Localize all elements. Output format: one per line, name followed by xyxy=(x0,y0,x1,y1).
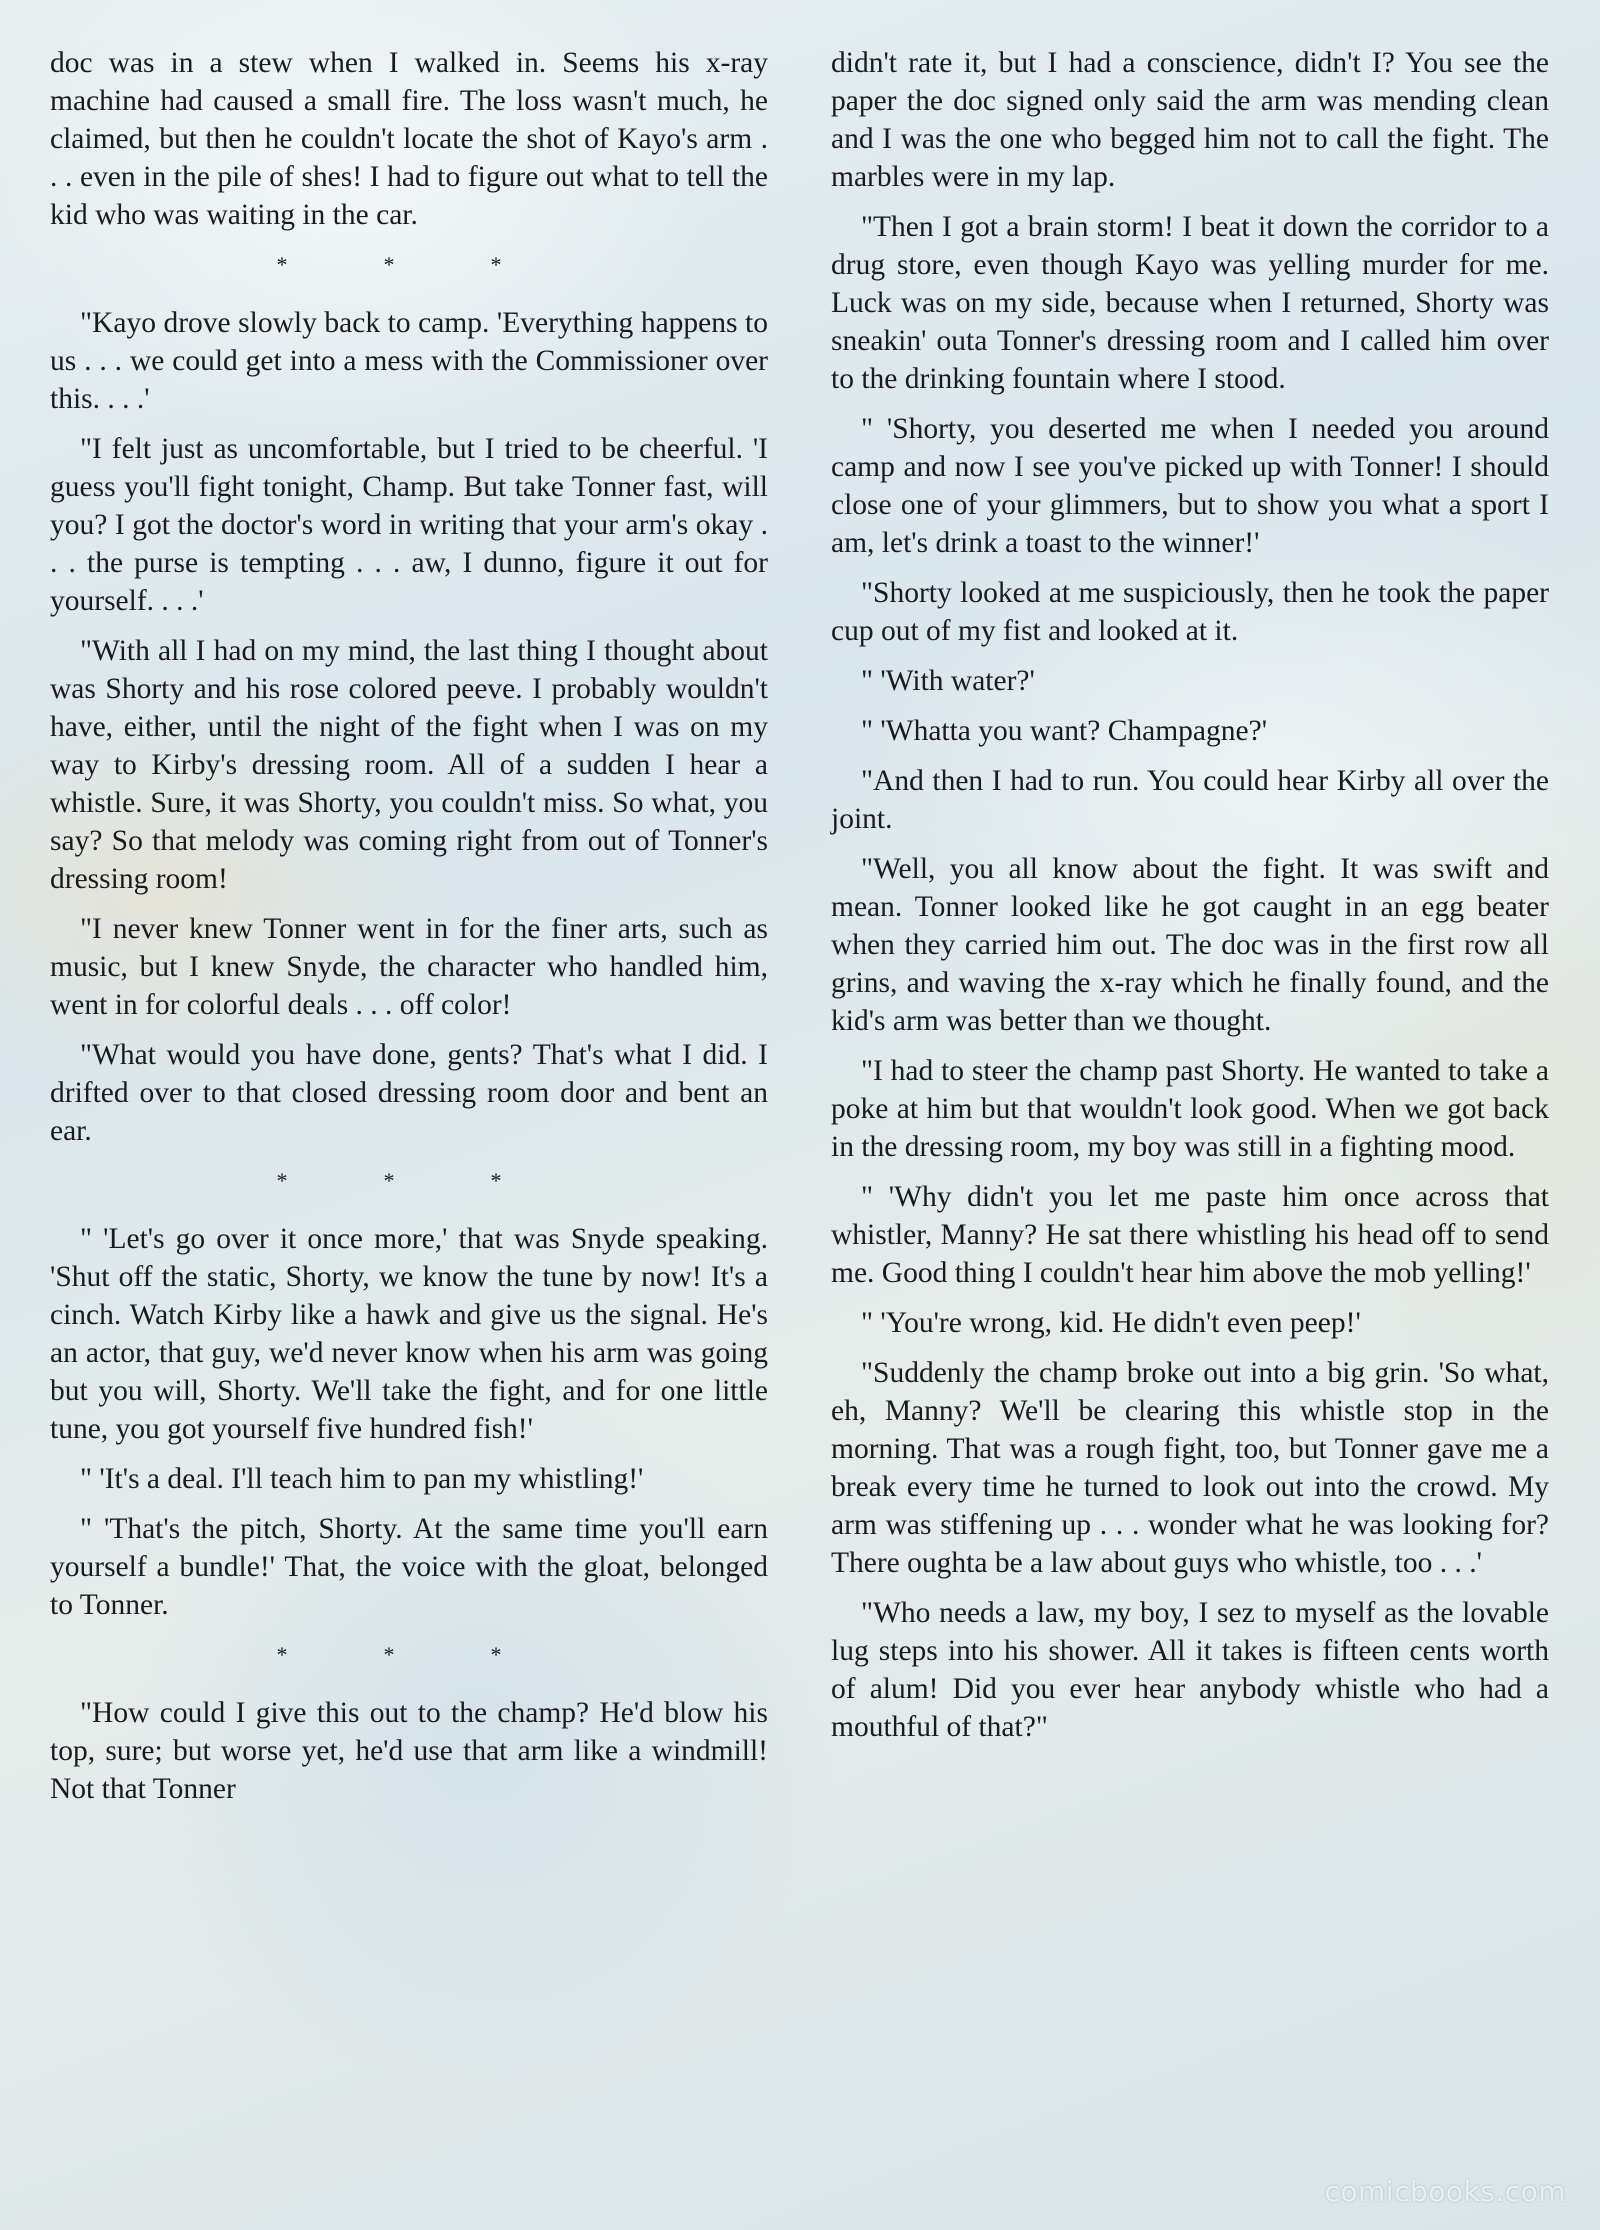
paragraph: "Kayo drove slowly back to camp. 'Everything happens to us . . . we could get into a mess with the Commissioner over this. . . .' xyxy=(50,307,768,415)
paragraph: "I felt just as uncomfortable, but I tried to be cheerful. 'I guess you'll fight tonight, Champ. But take Tonner fast, will you? I got the doctor's word in writing that your arm's okay . . . the purse is tempting . . . aw, I dunno, figure it out for yourself. . . .' xyxy=(50,433,768,617)
paragraph: "I had to steer the champ past Shorty. He wanted to take a poke at him but that wouldn't look good. When we got back in the dressing room, my boy was still in a fighting mood. xyxy=(831,1055,1549,1163)
left-column xyxy=(50,44,768,1820)
paragraph: "And then I had to run. You could hear Kirby all over the joint. xyxy=(831,765,1549,835)
section-divider xyxy=(50,246,768,284)
paragraph: "Well, you all know about the fight. It was swift and mean. Tonner looked like he got caught in an egg beater when they carried him out. The doc was in the first row all grins, and waving the x-ray which he finally found, and the kid's arm was better than we thought. xyxy=(831,853,1549,1037)
asterisk: * xyxy=(490,1642,502,1667)
asterisk: * xyxy=(490,1168,502,1193)
paragraph: doc was in a stew when I walked in. Seems his x-ray machine had caused a small fire. The loss wasn't much, he claimed, but then he couldn't locate the shot of Kayo's arm . . . even in the pile of shes! I had to figure out what to tell the kid who was waiting in the car. xyxy=(50,47,768,231)
paragraph: "Then I got a brain storm! I beat it down the corridor to a drug store, even though Kayo was yelling murder for me. Luck was on my side, because when I returned, Shorty was sneakin' outa Tonner's dressing room and I called him over to the drinking fountain where I stood. xyxy=(831,211,1549,395)
paragraph: "What would you have done, gents? That's what I did. I drifted over to that closed dressing room door and bent an ear. xyxy=(50,1039,768,1147)
paragraph: "I never knew Tonner went in for the finer arts, such as music, but I knew Snyde, the character who handled him, went in for colorful deals . . . off color! xyxy=(50,913,768,1021)
asterisk: * xyxy=(490,252,502,277)
paragraph: didn't rate it, but I had a conscience, didn't I? You see the paper the doc signed only said the arm was mending clean and I was the one who begged him not to call the fight. The marbles were in my lap. xyxy=(831,47,1549,193)
asterisk: * xyxy=(383,1168,395,1193)
paragraph: " 'Why didn't you let me paste him once across that whistler, Manny? He sat there whistling his head off to send me. Good thing I couldn't hear him above the mob yelling!' xyxy=(831,1181,1549,1289)
paragraph: " 'That's the pitch, Shorty. At the same time you'll earn yourself a bundle!' That, the voice with the gloat, belonged to Tonner. xyxy=(50,1513,768,1621)
asterisk: * xyxy=(276,1168,288,1193)
asterisk: * xyxy=(276,1642,288,1667)
paragraph: " 'You're wrong, kid. He didn't even peep!' xyxy=(861,1307,1361,1339)
section-divider xyxy=(50,1636,768,1674)
paragraph: " 'Whatta you want? Champagne?' xyxy=(861,715,1268,747)
asterisk: * xyxy=(383,252,395,277)
paragraph: "Suddenly the champ broke out into a big grin. 'So what, eh, Manny? We'll be clearing this whistle stop in the morning. That was a rough fight, too, but Tonner gave me a break every time he turned to look out into the crowd. My arm was stiffening up . . . wonder what he was looking for? There oughta be a law about guys who whistle, too . . .' xyxy=(831,1357,1549,1579)
watermark: comicbooks.com xyxy=(1324,2175,1566,2208)
section-divider xyxy=(50,1162,768,1200)
paragraph: "Shorty looked at me suspiciously, then he took the paper cup out of my fist and looked at it. xyxy=(831,577,1549,647)
asterisk: * xyxy=(276,252,288,277)
paragraph: "How could I give this out to the champ? He'd blow his top, sure; but worse yet, he'd use that arm like a windmill! Not that Tonner xyxy=(50,1697,768,1805)
paragraph: " 'Let's go over it once more,' that was Snyde speaking. 'Shut off the static, Shorty, we know the tune by now! It's a cinch. Watch Kirby like a hawk and give us the signal. He's an actor, that guy, we'd never know when his arm was going but you will, Shorty. We'll take the fight, and for one little tune, you got yourself five hundred fish!' xyxy=(50,1223,768,1445)
paragraph: "With all I had on my mind, the last thing I thought about was Shorty and his rose colored peeve. I probably wouldn't have, either, until the night of the fight when I was on my way to Kirby's dressing room. All of a sudden I hear a whistle. Sure, it was Shorty, you couldn't miss. So what, you say? So that melody was coming right from out of Tonner's dressing room! xyxy=(50,635,768,895)
right-column xyxy=(831,44,1549,1758)
paragraph: " 'With water?' xyxy=(861,665,1035,697)
paragraph: "Who needs a law, my boy, I sez to myself as the lovable lug steps into his shower. All it takes is fifteen cents worth of alum! Did you ever hear anybody whistle who had a mouthful of that?" xyxy=(831,1597,1549,1743)
asterisk: * xyxy=(383,1642,395,1667)
paragraph: " 'Shorty, you deserted me when I needed you around camp and now I see you've picked up with Tonner! I should close one of your glimmers, but to show you what a sport I am, let's drink a toast to the winner!' xyxy=(831,413,1549,559)
paragraph: " 'It's a deal. I'll teach him to pan my whistling!' xyxy=(80,1463,644,1495)
